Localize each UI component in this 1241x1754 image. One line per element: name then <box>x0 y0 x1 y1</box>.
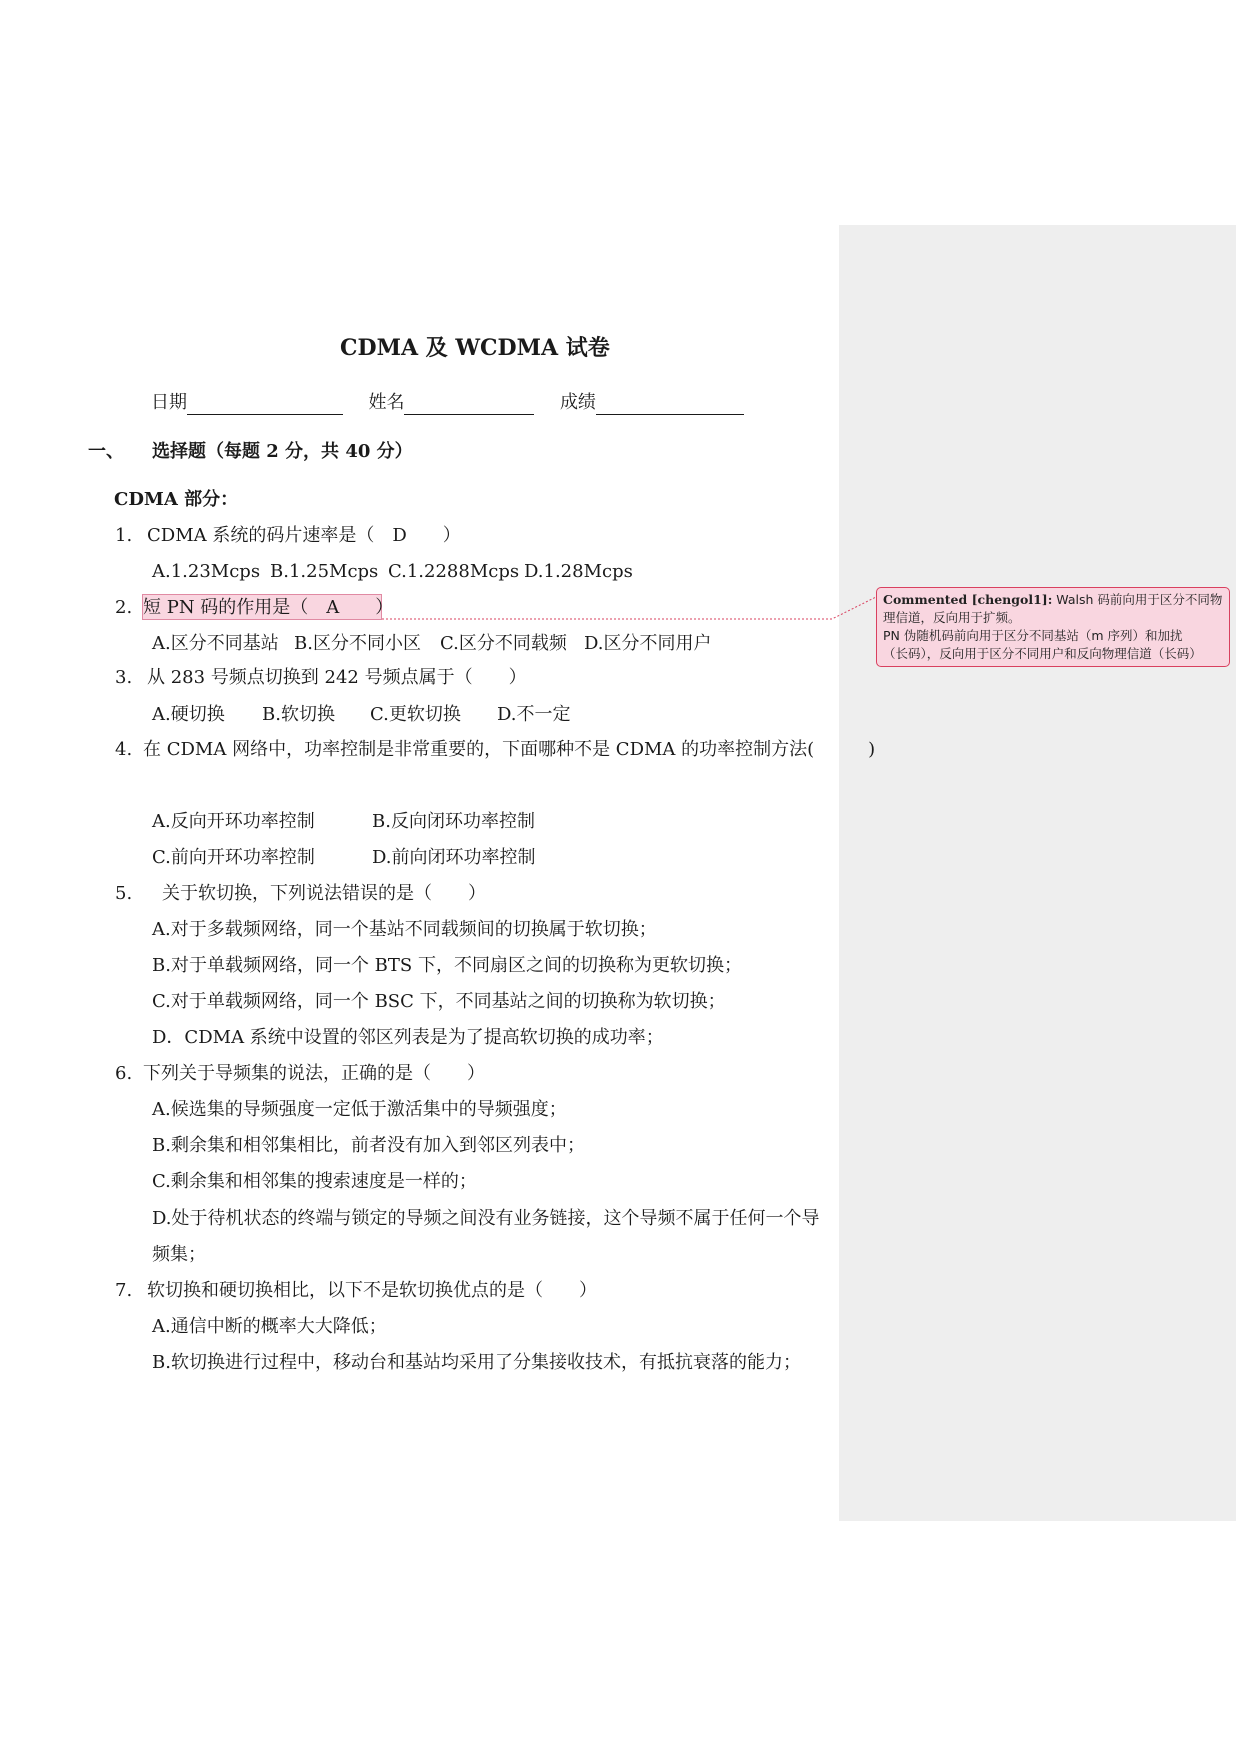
question-text: 软切换和硬切换相比，以下不是软切换优点的是（ ） <box>147 1280 597 1301</box>
question-number: 2. <box>115 597 133 618</box>
option: B.剩余集和相邻集相比，前者没有加入到邻区列表中； <box>152 1135 585 1156</box>
question-number: 7. <box>115 1280 133 1301</box>
question-text: CDMA 系统的码片速率是（ D ） <box>147 525 461 546</box>
comment-balloon[interactable] <box>876 587 1230 667</box>
name-label: 姓名 <box>368 392 405 413</box>
option: C.更软切换 <box>370 704 461 725</box>
section-title: 选择题（每题 2 分，共 40 分） <box>152 441 413 462</box>
question-text: 从 283 号频点切换到 242 号频点属于（ ） <box>147 667 527 688</box>
option: B.区分不同小区 <box>294 633 421 654</box>
option: A.通信中断的概率大大降低； <box>152 1316 387 1337</box>
option: D.处于待机状态的终端与锁定的导频之间没有业务链接，这个导频不属于任何一个导 <box>152 1208 820 1229</box>
option: A.硬切换 <box>152 704 225 725</box>
option: A.候选集的导频强度一定低于激活集中的导频强度； <box>152 1099 567 1120</box>
date-blank[interactable] <box>187 394 343 415</box>
subsection-title: CDMA 部分： <box>114 489 239 510</box>
header-fields <box>151 391 744 415</box>
comment-margin-pane <box>839 225 1236 1521</box>
option-continuation: 频集； <box>152 1244 206 1265</box>
option: C.区分不同载频 <box>440 633 567 654</box>
option: D.不一定 <box>497 704 571 725</box>
section-number: 一、 <box>88 441 124 462</box>
question-text: 在 CDMA 网络中，功率控制是非常重要的，下面哪种不是 CDMA 的功率控制方法( ) <box>143 739 876 760</box>
question-text: 下列关于导频集的说法，正确的是（ ） <box>143 1063 485 1084</box>
option: D.前向闭环功率控制 <box>372 847 536 868</box>
option: B.软切换 <box>262 704 335 725</box>
option: D．CDMA 系统中设置的邻区列表是为了提高软切换的成功率； <box>152 1027 664 1048</box>
option: C.1.2288Mcps <box>388 561 520 582</box>
question-number: 5. <box>115 883 133 904</box>
option: A.区分不同基站 <box>152 633 279 654</box>
question-text: 关于软切换，下列说法错误的是（ ） <box>162 883 486 904</box>
option: D.1.28Mcps <box>524 561 633 582</box>
option: B.对于单载频网络，同一个 BTS 下，不同扇区之间的切换称为更软切换； <box>152 955 742 976</box>
comment-line: （长码），反向用于区分不同用户和反向物理信道（长码） <box>883 646 1202 661</box>
name-blank[interactable] <box>404 394 534 415</box>
option: A.反向开环功率控制 <box>152 811 315 832</box>
option: C.剩余集和相邻集的搜索速度是一样的； <box>152 1171 477 1192</box>
option: C.前向开环功率控制 <box>152 847 315 868</box>
question-number: 4. <box>115 739 133 760</box>
score-blank[interactable] <box>596 394 744 415</box>
question-number: 1. <box>115 525 133 546</box>
page-title: CDMA 及 WCDMA 试卷 <box>340 335 610 361</box>
option: D.区分不同用户 <box>584 633 712 654</box>
option: B.反向闭环功率控制 <box>372 811 535 832</box>
question-number: 6. <box>115 1063 133 1084</box>
option: C.对于单载频网络，同一个 BSC 下，不同基站之间的切换称为软切换； <box>152 991 726 1012</box>
option: A.对于多载频网络，同一个基站不同载频间的切换属于软切换； <box>152 919 657 940</box>
comment-line: PN 伪随机码前向用于区分不同基站（m 序列）和加扰 <box>883 628 1183 643</box>
option: B.1.25Mcps <box>270 561 379 582</box>
option: B.软切换进行过程中，移动台和基站均采用了分集接收技术，有抵抗衰落的能力； <box>152 1352 801 1373</box>
date-label: 日期 <box>151 392 187 413</box>
score-label: 成绩 <box>559 392 596 413</box>
option: A.1.23Mcps <box>152 561 261 582</box>
comment-line: 理信道，反向用于扩频。 <box>883 610 1021 625</box>
comment-line: Walsh 码前向用于区分不同物 <box>1056 592 1223 607</box>
question-number: 3. <box>115 667 133 688</box>
question-text: 短 PN 码的作用是（ A ） <box>143 597 394 618</box>
comment-author: Commented [chengol1]: <box>883 592 1053 607</box>
